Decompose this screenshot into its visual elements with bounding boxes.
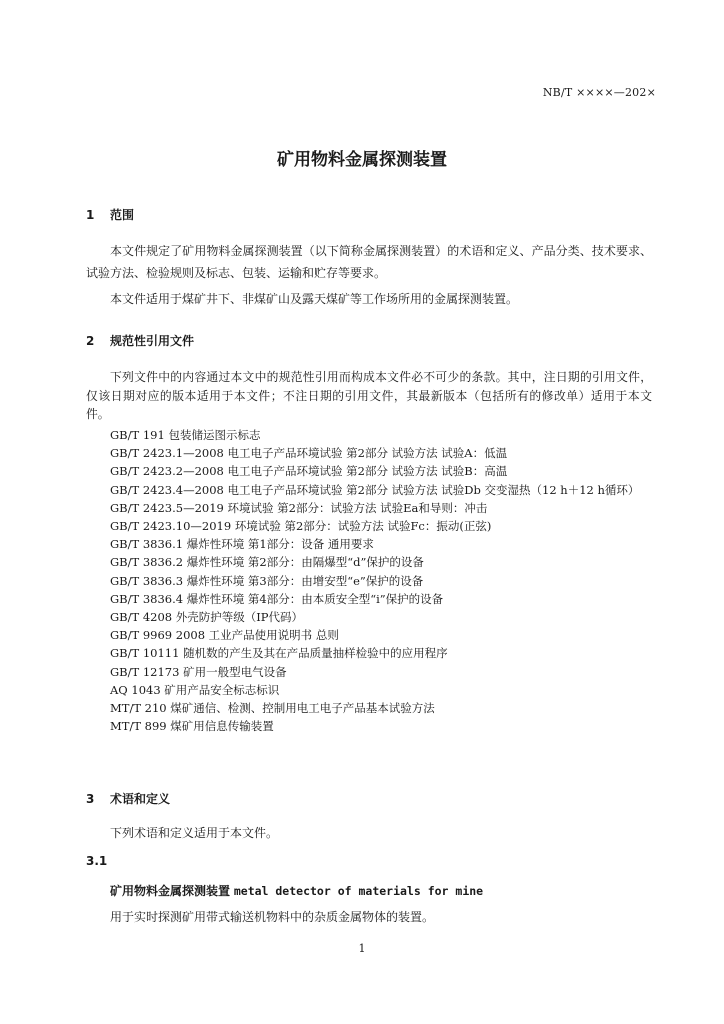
section-title: 范围 xyxy=(110,208,135,222)
reference-item: GB/T 9969 2008 工业产品使用说明书 总则 xyxy=(110,628,339,643)
term-entry xyxy=(110,882,483,899)
document-title: 矿用物料金属探测装置 xyxy=(277,150,447,170)
section-number: 2 xyxy=(86,334,95,348)
reference-item: MT/T 899 煤矿用信息传输装置 xyxy=(110,719,274,734)
reference-list xyxy=(86,426,652,735)
reference-item: MT/T 210 煤矿通信、检测、控制用电工电子产品基本试验方法 xyxy=(110,701,435,716)
reference-item: GB/T 3836.4 爆炸性环境 第4部分：由本质安全型“i”保护的设备 xyxy=(110,591,444,606)
reference-item: GB/T 2423.2—2008 电工电子产品环境试验 第2部分 试验方法 试验B：高温 xyxy=(110,464,508,479)
section-title: 规范性引用文件 xyxy=(110,334,195,348)
reference-item: GB/T 3836.3 爆炸性环境 第3部分：由增安型“e”保护的设备 xyxy=(110,573,424,588)
reference-item: AQ 1043 矿用产品安全标志标识 xyxy=(110,682,280,697)
section-title: 术语和定义 xyxy=(110,792,171,806)
scope-paragraph-1: 本文件规定了矿用物料金属探测装置（以下简称金属探测装置）的术语和定义、产品分类、技术要求、试验方法、检验规则及标志、包装、运输和贮存等要求。 xyxy=(86,244,652,280)
term-english: metal detector of materials for mine xyxy=(233,884,484,898)
reference-item: GB/T 191 包装储运图示标志 xyxy=(110,428,261,442)
term-definition: 用于实时探测矿用带式输送机物料中的杂质金属物体的装置。 xyxy=(110,910,435,924)
terms-intro: 下列术语和定义适用于本文件。 xyxy=(110,826,279,840)
reference-item: GB/T 10111 随机数的产生及其在产品质量抽样检验中的应用程序 xyxy=(110,646,448,661)
reference-item: GB/T 2423.5—2019 环境试验 第2部分：试验方法 试验Ea和导则：冲击 xyxy=(110,500,488,515)
reference-item: GB/T 4208 外壳防护等级（IP代码） xyxy=(110,610,304,625)
section-heading-scope xyxy=(86,206,134,223)
reference-item: GB/T 3836.2 爆炸性环境 第2部分：由隔爆型“d”保护的设备 xyxy=(110,555,424,570)
reference-item: GB/T 2423.1—2008 电工电子产品环境试验 第2部分 试验方法 试验A：低温 xyxy=(110,446,508,461)
reference-item: GB/T 2423.10—2019 环境试验 第2部分：试验方法 试验Fc：振动(正弦) xyxy=(110,519,492,534)
term-number: 3.1 xyxy=(86,854,108,868)
reference-item: GB/T 12173 矿用一般型电气设备 xyxy=(110,664,287,679)
section-number: 3 xyxy=(86,792,95,806)
section-heading-terms xyxy=(86,790,170,807)
scope-paragraph-2: 本文件适用于煤矿井下、非煤矿山及露天煤矿等工作场所用的金属探测装置。 xyxy=(110,292,519,306)
reference-item: GB/T 3836.1 爆炸性环境 第1部分：设备 通用要求 xyxy=(110,537,374,552)
standard-code: NB/T ××××—202× xyxy=(542,86,656,99)
term-chinese: 矿用物料金属探测装置 xyxy=(110,884,231,898)
section-number: 1 xyxy=(86,208,95,222)
normative-intro: 下列文件中的内容通过本文中的规范性引用而构成本文件必不可少的条款。其中，注日期的引用文件，仅该日期对应的版本适用于本文件；不注日期的引用文件，其最新版本（包括所有的修改单）适用于本文件。 xyxy=(86,370,652,421)
reference-item: GB/T 2423.4—2008 电工电子产品环境试验 第2部分 试验方法 试验Db 交变湿热（12 h＋12 h循环） xyxy=(110,482,640,497)
section-heading-normative xyxy=(86,332,194,349)
page-number: 1 xyxy=(358,942,366,955)
